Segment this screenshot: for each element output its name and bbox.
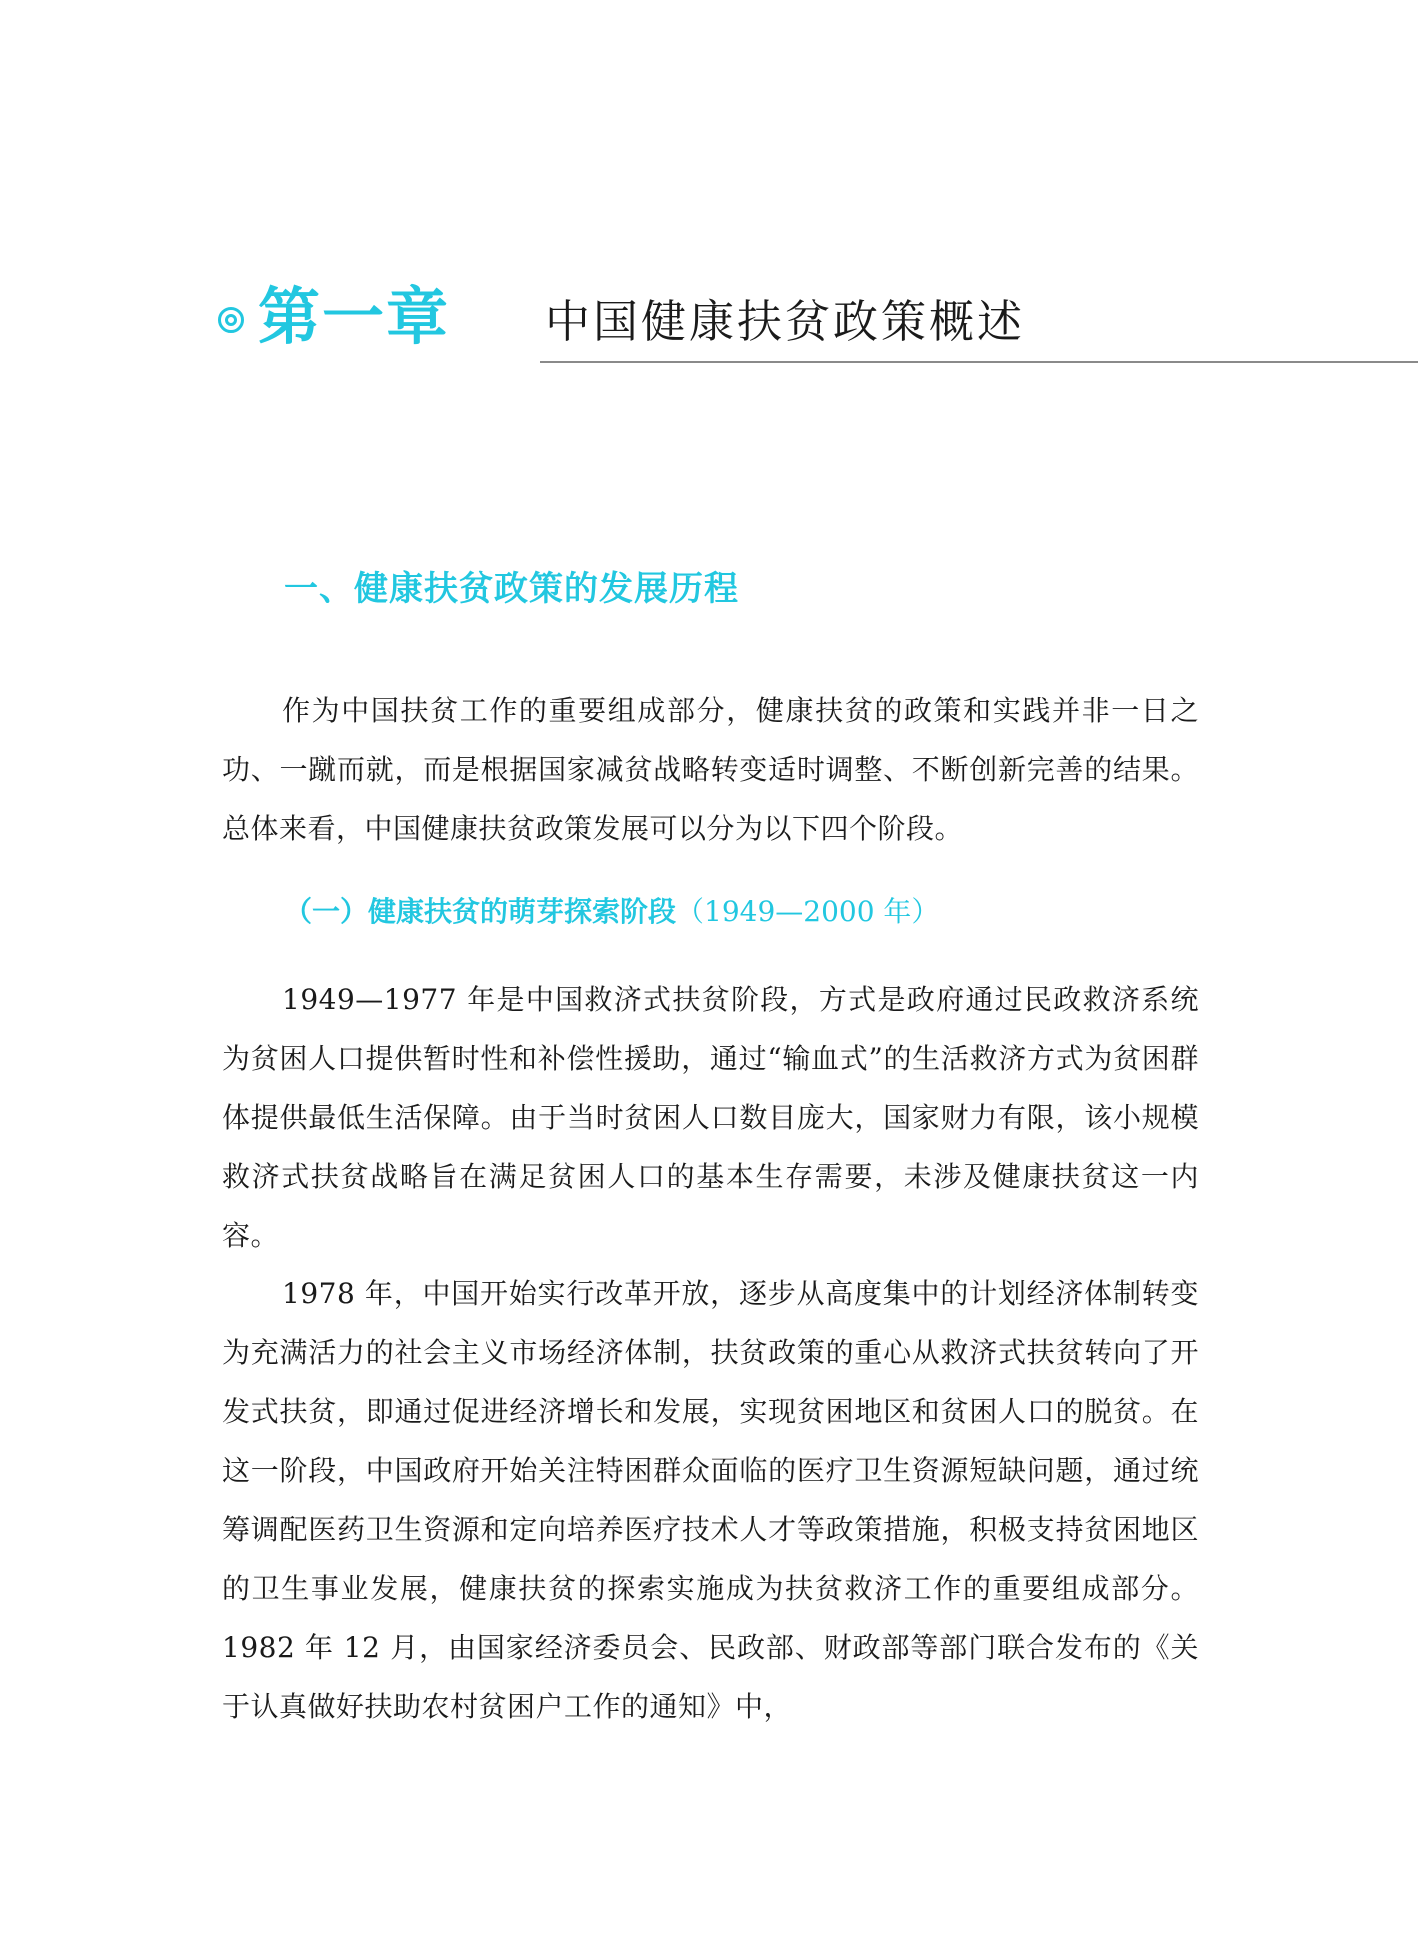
subsection-heading-years: （1949—2000 年）	[676, 895, 940, 928]
chapter-title: 中国健康扶贫政策概述	[545, 295, 1026, 348]
body-paragraph-2: 1949—1977 年是中国救济式扶贫阶段，方式是政府通过民政救济系统为贫困人口提供暂时性和补偿性援助，通过“输血式”的生活救济方式为贫困群体提供最低生活保障。由于当时贫困人口数目庞大，国家财力有限，该小规模救济式扶贫战略旨在满足贫困人口的基本生存需要，未涉及健康扶贫这一内容。	[222, 983, 1199, 1252]
bullseye-inner-ring	[225, 314, 237, 326]
chapter-title-rule	[540, 361, 1418, 363]
chapter-number: 第一章	[258, 280, 451, 353]
body-paragraph-1: 作为中国扶贫工作的重要组成部分，健康扶贫的政策和实践并非一日之功、一蹴而就，而是根据国家减贫战略转变适时调整、不断创新完善的结果。总体来看，中国健康扶贫政策发展可以分为以下四个阶段。	[222, 694, 1199, 845]
bullseye-icon	[218, 307, 244, 333]
body-paragraph-3: 1978 年，中国开始实行改革开放，逐步从高度集中的计划经济体制转变为充满活力的社会主义市场经济体制，扶贫政策的重心从救济式扶贫转向了开发式扶贫，即通过促进经济增长和发展，实现贫困地区和贫困人口的脱贫。在这一阶段，中国政府开始关注特困群众面临的医疗卫生资源短缺问题，通过统筹调配医药卫生资源和定向培养医疗技术人才等政策措施，积极支持贫困地区的卫生事业发展，健康扶贫的探索实施成为扶贫救济工作的重要组成部分。1982 年 12 月，由国家经济委员会、民政部、财政部等部门联合发布的《关于认真做好扶助农村贫困户工作的通知》中，	[222, 1277, 1199, 1723]
section-heading: 一、健康扶贫政策的发展历程	[284, 569, 739, 609]
subsection-heading	[284, 887, 939, 937]
chapter-heading	[218, 282, 450, 352]
subsection-heading-main: （一）健康扶贫的萌芽探索阶段	[284, 895, 677, 928]
